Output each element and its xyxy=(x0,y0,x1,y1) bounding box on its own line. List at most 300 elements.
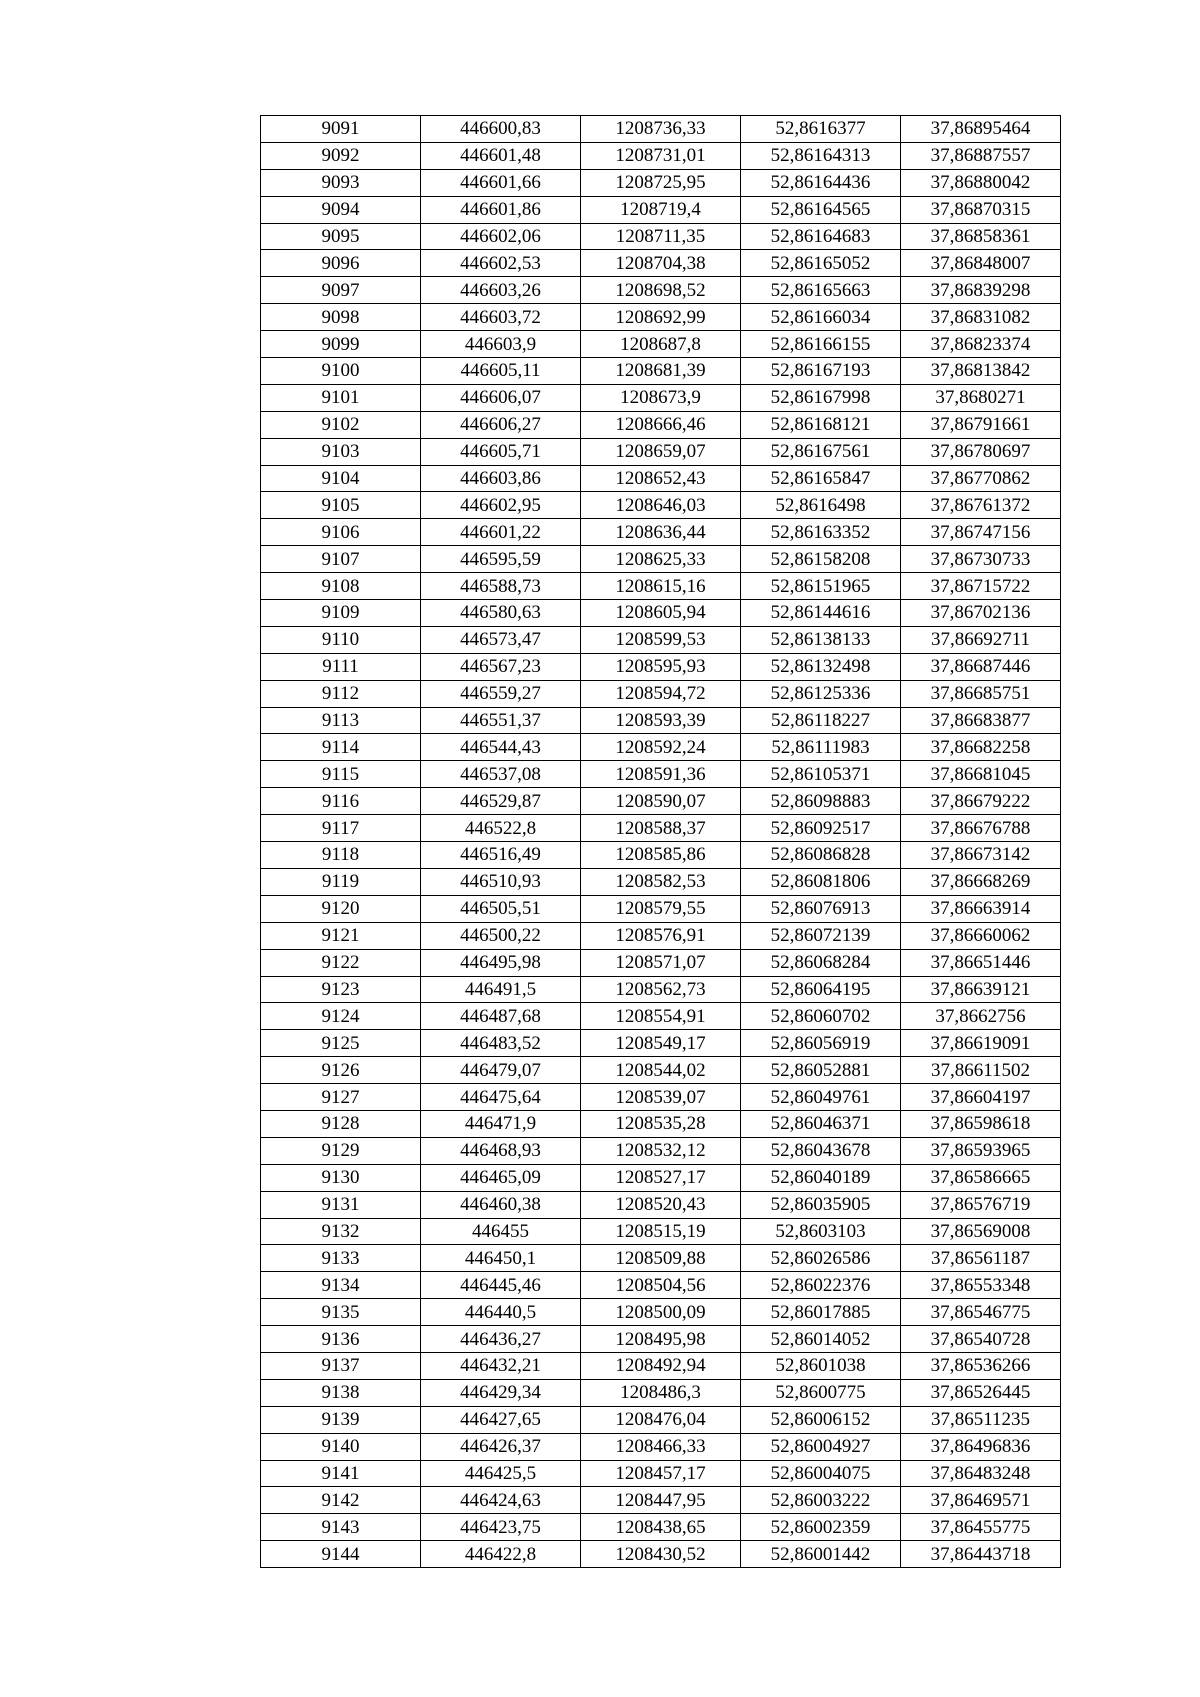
y-coordinate-cell: 1208593,39 xyxy=(581,707,741,734)
longitude-cell: 37,86761372 xyxy=(901,492,1061,519)
y-coordinate-cell: 1208731,01 xyxy=(581,142,741,169)
longitude-cell: 37,86604197 xyxy=(901,1084,1061,1111)
latitude-cell: 52,86118227 xyxy=(741,707,901,734)
table-row xyxy=(261,1057,1061,1084)
x-coordinate-cell: 446601,48 xyxy=(421,142,581,169)
table-row xyxy=(261,116,1061,143)
table-row xyxy=(261,358,1061,385)
y-coordinate-cell: 1208535,28 xyxy=(581,1110,741,1137)
point-number-cell: 9103 xyxy=(261,438,421,465)
point-number-cell: 9120 xyxy=(261,895,421,922)
longitude-cell: 37,86496836 xyxy=(901,1433,1061,1460)
latitude-cell: 52,86064195 xyxy=(741,976,901,1003)
y-coordinate-cell: 1208646,03 xyxy=(581,492,741,519)
y-coordinate-cell: 1208495,98 xyxy=(581,1326,741,1353)
latitude-cell: 52,86040189 xyxy=(741,1164,901,1191)
x-coordinate-cell: 446537,08 xyxy=(421,761,581,788)
point-number-cell: 9121 xyxy=(261,922,421,949)
longitude-cell: 37,86619091 xyxy=(901,1030,1061,1057)
latitude-cell: 52,86092517 xyxy=(741,815,901,842)
latitude-cell: 52,8603103 xyxy=(741,1218,901,1245)
latitude-cell: 52,86165052 xyxy=(741,250,901,277)
x-coordinate-cell: 446529,87 xyxy=(421,788,581,815)
longitude-cell: 37,86511235 xyxy=(901,1406,1061,1433)
table-row xyxy=(261,573,1061,600)
point-number-cell: 9107 xyxy=(261,546,421,573)
latitude-cell: 52,86081806 xyxy=(741,868,901,895)
latitude-cell: 52,8600775 xyxy=(741,1379,901,1406)
longitude-cell: 37,86536266 xyxy=(901,1352,1061,1379)
longitude-cell: 37,86443718 xyxy=(901,1541,1061,1568)
latitude-cell: 52,86049761 xyxy=(741,1084,901,1111)
latitude-cell: 52,86014052 xyxy=(741,1326,901,1353)
table-row xyxy=(261,1352,1061,1379)
y-coordinate-cell: 1208509,88 xyxy=(581,1245,741,1272)
table-row xyxy=(261,1164,1061,1191)
longitude-cell: 37,86791661 xyxy=(901,411,1061,438)
longitude-cell: 37,86660062 xyxy=(901,922,1061,949)
table-row xyxy=(261,331,1061,358)
x-coordinate-cell: 446602,53 xyxy=(421,250,581,277)
table-row xyxy=(261,223,1061,250)
table-row xyxy=(261,680,1061,707)
y-coordinate-cell: 1208549,17 xyxy=(581,1030,741,1057)
y-coordinate-cell: 1208666,46 xyxy=(581,411,741,438)
point-number-cell: 9095 xyxy=(261,223,421,250)
y-coordinate-cell: 1208520,43 xyxy=(581,1191,741,1218)
latitude-cell: 52,86056919 xyxy=(741,1030,901,1057)
point-number-cell: 9144 xyxy=(261,1541,421,1568)
longitude-cell: 37,86880042 xyxy=(901,169,1061,196)
x-coordinate-cell: 446601,86 xyxy=(421,196,581,223)
x-coordinate-cell: 446559,27 xyxy=(421,680,581,707)
x-coordinate-cell: 446505,51 xyxy=(421,895,581,922)
table-row xyxy=(261,546,1061,573)
x-coordinate-cell: 446429,34 xyxy=(421,1379,581,1406)
point-number-cell: 9139 xyxy=(261,1406,421,1433)
longitude-cell: 37,86469571 xyxy=(901,1487,1061,1514)
x-coordinate-cell: 446595,59 xyxy=(421,546,581,573)
x-coordinate-cell: 446603,86 xyxy=(421,465,581,492)
longitude-cell: 37,86858361 xyxy=(901,223,1061,250)
x-coordinate-cell: 446436,27 xyxy=(421,1326,581,1353)
point-number-cell: 9131 xyxy=(261,1191,421,1218)
x-coordinate-cell: 446425,5 xyxy=(421,1460,581,1487)
point-number-cell: 9112 xyxy=(261,680,421,707)
longitude-cell: 37,86546775 xyxy=(901,1299,1061,1326)
longitude-cell: 37,86651446 xyxy=(901,949,1061,976)
y-coordinate-cell: 1208594,72 xyxy=(581,680,741,707)
longitude-cell: 37,86561187 xyxy=(901,1245,1061,1272)
y-coordinate-cell: 1208605,94 xyxy=(581,600,741,627)
table-row xyxy=(261,196,1061,223)
y-coordinate-cell: 1208554,91 xyxy=(581,1003,741,1030)
latitude-cell: 52,86043678 xyxy=(741,1137,901,1164)
y-coordinate-cell: 1208590,07 xyxy=(581,788,741,815)
longitude-cell: 37,86730733 xyxy=(901,546,1061,573)
y-coordinate-cell: 1208527,17 xyxy=(581,1164,741,1191)
x-coordinate-cell: 446487,68 xyxy=(421,1003,581,1030)
x-coordinate-cell: 446423,75 xyxy=(421,1514,581,1541)
x-coordinate-cell: 446424,63 xyxy=(421,1487,581,1514)
point-number-cell: 9143 xyxy=(261,1514,421,1541)
table-row xyxy=(261,1487,1061,1514)
longitude-cell: 37,86813842 xyxy=(901,358,1061,385)
x-coordinate-cell: 446567,23 xyxy=(421,653,581,680)
y-coordinate-cell: 1208585,86 xyxy=(581,842,741,869)
table-row xyxy=(261,277,1061,304)
x-coordinate-cell: 446600,83 xyxy=(421,116,581,143)
point-number-cell: 9098 xyxy=(261,304,421,331)
latitude-cell: 52,86167998 xyxy=(741,384,901,411)
x-coordinate-cell: 446426,37 xyxy=(421,1433,581,1460)
latitude-cell: 52,86167561 xyxy=(741,438,901,465)
point-number-cell: 9093 xyxy=(261,169,421,196)
x-coordinate-cell: 446603,9 xyxy=(421,331,581,358)
x-coordinate-cell: 446475,64 xyxy=(421,1084,581,1111)
longitude-cell: 37,86780697 xyxy=(901,438,1061,465)
table-row xyxy=(261,1110,1061,1137)
point-number-cell: 9123 xyxy=(261,976,421,1003)
x-coordinate-cell: 446440,5 xyxy=(421,1299,581,1326)
table-row xyxy=(261,169,1061,196)
latitude-cell: 52,8601038 xyxy=(741,1352,901,1379)
latitude-cell: 52,86132498 xyxy=(741,653,901,680)
table-row xyxy=(261,1030,1061,1057)
longitude-cell: 37,86687446 xyxy=(901,653,1061,680)
x-coordinate-cell: 446500,22 xyxy=(421,922,581,949)
y-coordinate-cell: 1208636,44 xyxy=(581,519,741,546)
latitude-cell: 52,86004927 xyxy=(741,1433,901,1460)
longitude-cell: 37,86685751 xyxy=(901,680,1061,707)
table-row xyxy=(261,868,1061,895)
table-row xyxy=(261,949,1061,976)
x-coordinate-cell: 446551,37 xyxy=(421,707,581,734)
longitude-cell: 37,86715722 xyxy=(901,573,1061,600)
point-number-cell: 9141 xyxy=(261,1460,421,1487)
y-coordinate-cell: 1208595,93 xyxy=(581,653,741,680)
longitude-cell: 37,86593965 xyxy=(901,1137,1061,1164)
latitude-cell: 52,86164683 xyxy=(741,223,901,250)
point-number-cell: 9104 xyxy=(261,465,421,492)
point-number-cell: 9118 xyxy=(261,842,421,869)
longitude-cell: 37,86483248 xyxy=(901,1460,1061,1487)
point-number-cell: 9130 xyxy=(261,1164,421,1191)
x-coordinate-cell: 446465,09 xyxy=(421,1164,581,1191)
table-row xyxy=(261,411,1061,438)
table-row xyxy=(261,384,1061,411)
y-coordinate-cell: 1208457,17 xyxy=(581,1460,741,1487)
longitude-cell: 37,86870315 xyxy=(901,196,1061,223)
y-coordinate-cell: 1208430,52 xyxy=(581,1541,741,1568)
table-row xyxy=(261,1245,1061,1272)
table-row xyxy=(261,1406,1061,1433)
longitude-cell: 37,86553348 xyxy=(901,1272,1061,1299)
x-coordinate-cell: 446432,21 xyxy=(421,1352,581,1379)
point-number-cell: 9132 xyxy=(261,1218,421,1245)
table-row xyxy=(261,142,1061,169)
longitude-cell: 37,86848007 xyxy=(901,250,1061,277)
longitude-cell: 37,86586665 xyxy=(901,1164,1061,1191)
latitude-cell: 52,86167193 xyxy=(741,358,901,385)
table-row xyxy=(261,761,1061,788)
latitude-cell: 52,86086828 xyxy=(741,842,901,869)
x-coordinate-cell: 446588,73 xyxy=(421,573,581,600)
latitude-cell: 52,86164313 xyxy=(741,142,901,169)
point-number-cell: 9142 xyxy=(261,1487,421,1514)
table-row xyxy=(261,895,1061,922)
x-coordinate-cell: 446460,38 xyxy=(421,1191,581,1218)
table-row xyxy=(261,1218,1061,1245)
longitude-cell: 37,86540728 xyxy=(901,1326,1061,1353)
y-coordinate-cell: 1208591,36 xyxy=(581,761,741,788)
x-coordinate-cell: 446601,22 xyxy=(421,519,581,546)
y-coordinate-cell: 1208562,73 xyxy=(581,976,741,1003)
latitude-cell: 52,86163352 xyxy=(741,519,901,546)
table-row xyxy=(261,788,1061,815)
longitude-cell: 37,86673142 xyxy=(901,842,1061,869)
table-row xyxy=(261,922,1061,949)
point-number-cell: 9100 xyxy=(261,358,421,385)
table-row xyxy=(261,1433,1061,1460)
y-coordinate-cell: 1208571,07 xyxy=(581,949,741,976)
point-number-cell: 9134 xyxy=(261,1272,421,1299)
y-coordinate-cell: 1208652,43 xyxy=(581,465,741,492)
y-coordinate-cell: 1208615,16 xyxy=(581,573,741,600)
x-coordinate-cell: 446522,8 xyxy=(421,815,581,842)
point-number-cell: 9096 xyxy=(261,250,421,277)
latitude-cell: 52,86003222 xyxy=(741,1487,901,1514)
point-number-cell: 9110 xyxy=(261,626,421,653)
latitude-cell: 52,86166034 xyxy=(741,304,901,331)
table-row xyxy=(261,600,1061,627)
table-row xyxy=(261,1541,1061,1568)
longitude-cell: 37,86702136 xyxy=(901,600,1061,627)
latitude-cell: 52,86165663 xyxy=(741,277,901,304)
table-row xyxy=(261,465,1061,492)
y-coordinate-cell: 1208486,3 xyxy=(581,1379,741,1406)
point-number-cell: 9122 xyxy=(261,949,421,976)
latitude-cell: 52,86068284 xyxy=(741,949,901,976)
latitude-cell: 52,86158208 xyxy=(741,546,901,573)
x-coordinate-cell: 446544,43 xyxy=(421,734,581,761)
table-row xyxy=(261,492,1061,519)
latitude-cell: 52,8616377 xyxy=(741,116,901,143)
longitude-cell: 37,86895464 xyxy=(901,116,1061,143)
x-coordinate-cell: 446606,27 xyxy=(421,411,581,438)
x-coordinate-cell: 446479,07 xyxy=(421,1057,581,1084)
table-row xyxy=(261,842,1061,869)
x-coordinate-cell: 446510,93 xyxy=(421,868,581,895)
y-coordinate-cell: 1208625,33 xyxy=(581,546,741,573)
longitude-cell: 37,86683877 xyxy=(901,707,1061,734)
longitude-cell: 37,86598618 xyxy=(901,1110,1061,1137)
point-number-cell: 9125 xyxy=(261,1030,421,1057)
x-coordinate-cell: 446491,5 xyxy=(421,976,581,1003)
longitude-cell: 37,86887557 xyxy=(901,142,1061,169)
table-row xyxy=(261,1003,1061,1030)
longitude-cell: 37,86747156 xyxy=(901,519,1061,546)
latitude-cell: 52,86164565 xyxy=(741,196,901,223)
x-coordinate-cell: 446427,65 xyxy=(421,1406,581,1433)
longitude-cell: 37,86569008 xyxy=(901,1218,1061,1245)
y-coordinate-cell: 1208673,9 xyxy=(581,384,741,411)
y-coordinate-cell: 1208599,53 xyxy=(581,626,741,653)
latitude-cell: 52,86125336 xyxy=(741,680,901,707)
latitude-cell: 52,86006152 xyxy=(741,1406,901,1433)
table-row xyxy=(261,1137,1061,1164)
y-coordinate-cell: 1208592,24 xyxy=(581,734,741,761)
x-coordinate-cell: 446471,9 xyxy=(421,1110,581,1137)
table-row xyxy=(261,1514,1061,1541)
y-coordinate-cell: 1208447,95 xyxy=(581,1487,741,1514)
x-coordinate-cell: 446605,11 xyxy=(421,358,581,385)
longitude-cell: 37,86611502 xyxy=(901,1057,1061,1084)
x-coordinate-cell: 446573,47 xyxy=(421,626,581,653)
point-number-cell: 9127 xyxy=(261,1084,421,1111)
x-coordinate-cell: 446606,07 xyxy=(421,384,581,411)
table-row xyxy=(261,1379,1061,1406)
y-coordinate-cell: 1208698,52 xyxy=(581,277,741,304)
table-row xyxy=(261,1460,1061,1487)
longitude-cell: 37,86823374 xyxy=(901,331,1061,358)
x-coordinate-cell: 446483,52 xyxy=(421,1030,581,1057)
latitude-cell: 52,86105371 xyxy=(741,761,901,788)
point-number-cell: 9116 xyxy=(261,788,421,815)
y-coordinate-cell: 1208588,37 xyxy=(581,815,741,842)
coordinate-table xyxy=(260,115,1061,1568)
latitude-cell: 52,86165847 xyxy=(741,465,901,492)
y-coordinate-cell: 1208579,55 xyxy=(581,895,741,922)
point-number-cell: 9097 xyxy=(261,277,421,304)
point-number-cell: 9111 xyxy=(261,653,421,680)
y-coordinate-cell: 1208659,07 xyxy=(581,438,741,465)
table-row xyxy=(261,653,1061,680)
point-number-cell: 9113 xyxy=(261,707,421,734)
y-coordinate-cell: 1208576,91 xyxy=(581,922,741,949)
latitude-cell: 52,86002359 xyxy=(741,1514,901,1541)
longitude-cell: 37,86839298 xyxy=(901,277,1061,304)
x-coordinate-cell: 446602,95 xyxy=(421,492,581,519)
latitude-cell: 52,86017885 xyxy=(741,1299,901,1326)
latitude-cell: 52,86151965 xyxy=(741,573,901,600)
y-coordinate-cell: 1208532,12 xyxy=(581,1137,741,1164)
latitude-cell: 52,86168121 xyxy=(741,411,901,438)
y-coordinate-cell: 1208736,33 xyxy=(581,116,741,143)
table-row xyxy=(261,519,1061,546)
table-row xyxy=(261,1084,1061,1111)
point-number-cell: 9119 xyxy=(261,868,421,895)
y-coordinate-cell: 1208725,95 xyxy=(581,169,741,196)
y-coordinate-cell: 1208438,65 xyxy=(581,1514,741,1541)
point-number-cell: 9137 xyxy=(261,1352,421,1379)
x-coordinate-cell: 446602,06 xyxy=(421,223,581,250)
point-number-cell: 9117 xyxy=(261,815,421,842)
longitude-cell: 37,86668269 xyxy=(901,868,1061,895)
latitude-cell: 52,86072139 xyxy=(741,922,901,949)
table-row xyxy=(261,1299,1061,1326)
x-coordinate-cell: 446605,71 xyxy=(421,438,581,465)
longitude-cell: 37,86663914 xyxy=(901,895,1061,922)
y-coordinate-cell: 1208515,19 xyxy=(581,1218,741,1245)
y-coordinate-cell: 1208704,38 xyxy=(581,250,741,277)
table-row xyxy=(261,626,1061,653)
table-row xyxy=(261,304,1061,331)
y-coordinate-cell: 1208711,35 xyxy=(581,223,741,250)
x-coordinate-cell: 446580,63 xyxy=(421,600,581,627)
x-coordinate-cell: 446516,49 xyxy=(421,842,581,869)
x-coordinate-cell: 446603,26 xyxy=(421,277,581,304)
x-coordinate-cell: 446455 xyxy=(421,1218,581,1245)
point-number-cell: 9126 xyxy=(261,1057,421,1084)
longitude-cell: 37,86679222 xyxy=(901,788,1061,815)
y-coordinate-cell: 1208719,4 xyxy=(581,196,741,223)
point-number-cell: 9091 xyxy=(261,116,421,143)
y-coordinate-cell: 1208476,04 xyxy=(581,1406,741,1433)
latitude-cell: 52,86098883 xyxy=(741,788,901,815)
latitude-cell: 52,86166155 xyxy=(741,331,901,358)
point-number-cell: 9129 xyxy=(261,1137,421,1164)
latitude-cell: 52,86111983 xyxy=(741,734,901,761)
point-number-cell: 9108 xyxy=(261,573,421,600)
y-coordinate-cell: 1208582,53 xyxy=(581,868,741,895)
point-number-cell: 9135 xyxy=(261,1299,421,1326)
y-coordinate-cell: 1208504,56 xyxy=(581,1272,741,1299)
table-row xyxy=(261,976,1061,1003)
point-number-cell: 9099 xyxy=(261,331,421,358)
y-coordinate-cell: 1208544,02 xyxy=(581,1057,741,1084)
table-row xyxy=(261,438,1061,465)
point-number-cell: 9114 xyxy=(261,734,421,761)
point-number-cell: 9092 xyxy=(261,142,421,169)
x-coordinate-cell: 446422,8 xyxy=(421,1541,581,1568)
y-coordinate-cell: 1208687,8 xyxy=(581,331,741,358)
longitude-cell: 37,86831082 xyxy=(901,304,1061,331)
point-number-cell: 9109 xyxy=(261,600,421,627)
latitude-cell: 52,86052881 xyxy=(741,1057,901,1084)
longitude-cell: 37,8662756 xyxy=(901,1003,1061,1030)
point-number-cell: 9136 xyxy=(261,1326,421,1353)
table-row xyxy=(261,1191,1061,1218)
x-coordinate-cell: 446601,66 xyxy=(421,169,581,196)
x-coordinate-cell: 446495,98 xyxy=(421,949,581,976)
point-number-cell: 9138 xyxy=(261,1379,421,1406)
latitude-cell: 52,86022376 xyxy=(741,1272,901,1299)
x-coordinate-cell: 446468,93 xyxy=(421,1137,581,1164)
y-coordinate-cell: 1208539,07 xyxy=(581,1084,741,1111)
x-coordinate-cell: 446445,46 xyxy=(421,1272,581,1299)
point-number-cell: 9133 xyxy=(261,1245,421,1272)
latitude-cell: 52,8616498 xyxy=(741,492,901,519)
point-number-cell: 9124 xyxy=(261,1003,421,1030)
latitude-cell: 52,86001442 xyxy=(741,1541,901,1568)
table-row xyxy=(261,1326,1061,1353)
table-row xyxy=(261,1272,1061,1299)
point-number-cell: 9101 xyxy=(261,384,421,411)
point-number-cell: 9106 xyxy=(261,519,421,546)
y-coordinate-cell: 1208492,94 xyxy=(581,1352,741,1379)
latitude-cell: 52,86076913 xyxy=(741,895,901,922)
table-row xyxy=(261,250,1061,277)
latitude-cell: 52,86144616 xyxy=(741,600,901,627)
table-row xyxy=(261,815,1061,842)
longitude-cell: 37,8680271 xyxy=(901,384,1061,411)
coordinate-table-body xyxy=(261,116,1061,1568)
latitude-cell: 52,86164436 xyxy=(741,169,901,196)
longitude-cell: 37,86692711 xyxy=(901,626,1061,653)
longitude-cell: 37,86526445 xyxy=(901,1379,1061,1406)
point-number-cell: 9115 xyxy=(261,761,421,788)
